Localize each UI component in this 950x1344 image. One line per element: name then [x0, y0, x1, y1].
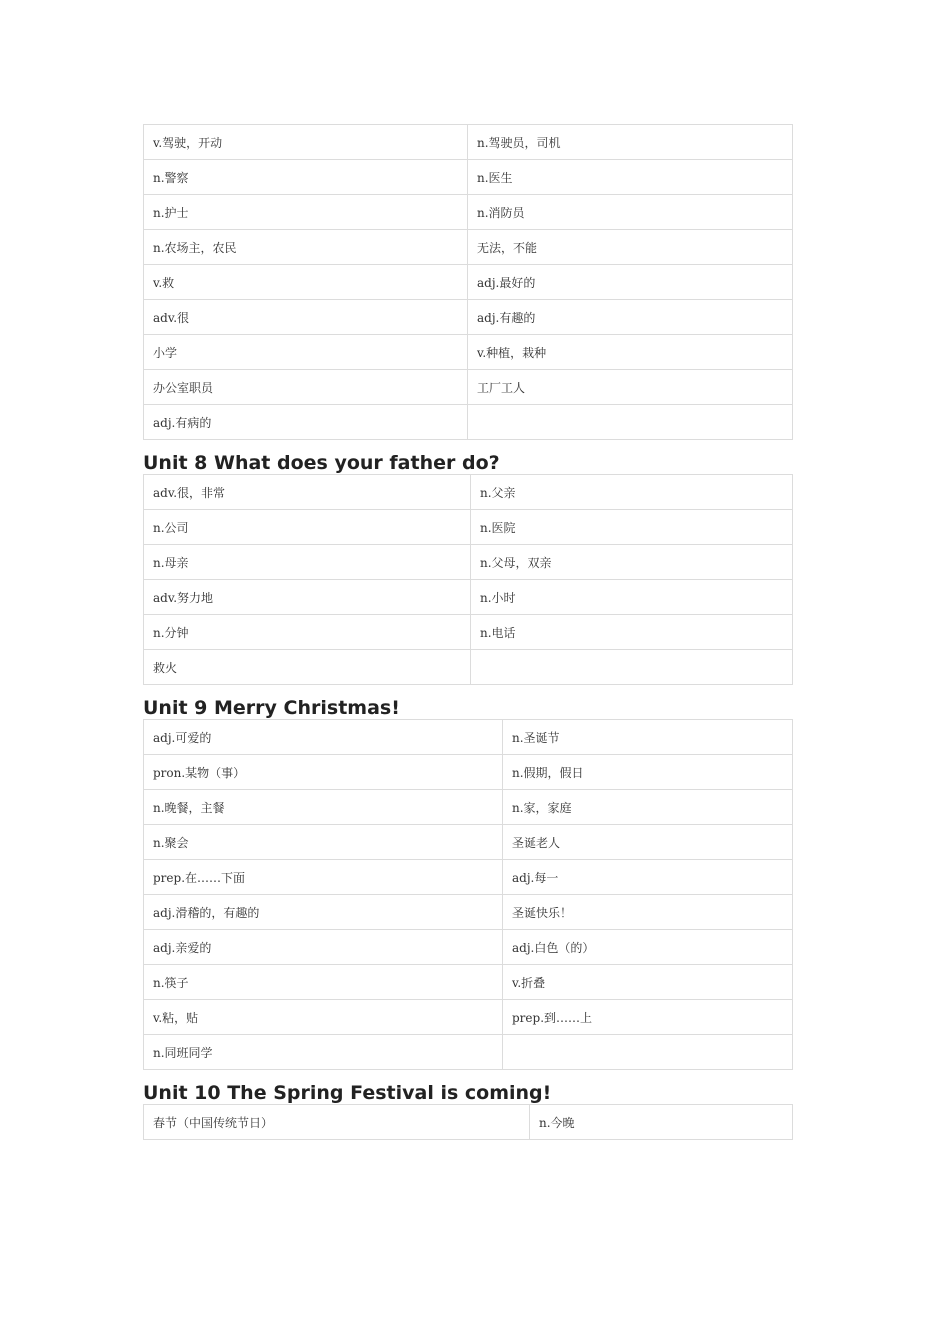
table-row: [144, 615, 793, 650]
vocab-cell: prep.到……上: [503, 1000, 793, 1035]
vocab-cell: n.父母，双亲: [471, 545, 793, 580]
vocab-cell: adv.努力地: [144, 580, 471, 615]
table-row: [144, 160, 793, 195]
section-heading-unit9: Unit 9 Merry Christmas!: [143, 697, 400, 719]
vocab-cell: n.护士: [144, 195, 468, 230]
table-row: [144, 1105, 793, 1140]
table-row: [144, 930, 793, 965]
table-row: [144, 755, 793, 790]
table-row: [144, 265, 793, 300]
vocab-table-unit10: [143, 1104, 793, 1140]
vocab-cell: n.聚会: [144, 825, 503, 860]
vocab-cell: n.驾驶员，司机: [468, 125, 793, 160]
vocab-cell: adj.最好的: [468, 265, 793, 300]
table-row: [144, 335, 793, 370]
vocab-cell: n.今晚: [530, 1105, 793, 1140]
table-row: [144, 300, 793, 335]
table-row: [144, 1035, 793, 1070]
vocab-cell: n.消防员: [468, 195, 793, 230]
vocab-cell: n.电话: [471, 615, 793, 650]
table-row: [144, 860, 793, 895]
table-row: [144, 125, 793, 160]
vocab-cell: 工厂工人: [468, 370, 793, 405]
vocab-cell: adj.有趣的: [468, 300, 793, 335]
table-row: [144, 405, 793, 440]
vocab-cell: adv.很，非常: [144, 475, 471, 510]
vocab-cell: adj.滑稽的，有趣的: [144, 895, 503, 930]
vocab-cell: n.同班同学: [144, 1035, 503, 1070]
table-row: [144, 650, 793, 685]
table-row: [144, 195, 793, 230]
vocab-cell: adj.可爱的: [144, 720, 503, 755]
table-row: [144, 1000, 793, 1035]
vocab-table-unit7: [143, 124, 793, 440]
vocab-cell: 圣诞快乐！: [503, 895, 793, 930]
vocab-cell: v.驾驶，开动: [144, 125, 468, 160]
vocab-table-unit8: [143, 474, 793, 685]
vocab-cell: 春节（中国传统节日）: [144, 1105, 530, 1140]
vocab-cell: adj.白色（的）: [503, 930, 793, 965]
vocab-cell: 无法，不能: [468, 230, 793, 265]
table-row: [144, 790, 793, 825]
table-row: [144, 965, 793, 1000]
vocab-cell: n.家，家庭: [503, 790, 793, 825]
vocab-cell: [471, 650, 793, 685]
vocab-cell: v.种植，栽种: [468, 335, 793, 370]
vocab-cell: 圣诞老人: [503, 825, 793, 860]
vocab-cell: n.农场主，农民: [144, 230, 468, 265]
vocab-cell: v.折叠: [503, 965, 793, 1000]
vocab-cell: 办公室职员: [144, 370, 468, 405]
table-row: [144, 825, 793, 860]
table-row: [144, 230, 793, 265]
vocab-cell: v.救: [144, 265, 468, 300]
table-row: [144, 895, 793, 930]
vocab-cell: n.小时: [471, 580, 793, 615]
section-heading-unit8: Unit 8 What does your father do?: [143, 452, 500, 474]
vocab-cell: n.公司: [144, 510, 471, 545]
vocab-cell: n.圣诞节: [503, 720, 793, 755]
vocab-cell: adj.亲爱的: [144, 930, 503, 965]
vocab-cell: n.假期，假日: [503, 755, 793, 790]
table-row: [144, 475, 793, 510]
vocab-cell: n.筷子: [144, 965, 503, 1000]
vocab-table-unit9: [143, 719, 793, 1070]
vocab-cell: [468, 405, 793, 440]
table-row: [144, 720, 793, 755]
vocab-cell: v.粘，贴: [144, 1000, 503, 1035]
section-heading-unit10: Unit 10 The Spring Festival is coming!: [143, 1082, 552, 1104]
vocab-cell: 小学: [144, 335, 468, 370]
table-row: [144, 545, 793, 580]
vocab-cell: pron.某物（事）: [144, 755, 503, 790]
vocab-cell: n.分钟: [144, 615, 471, 650]
vocab-cell: 救火: [144, 650, 471, 685]
vocab-cell: n.父亲: [471, 475, 793, 510]
vocabulary-document: [143, 124, 792, 1140]
vocab-cell: prep.在……下面: [144, 860, 503, 895]
vocab-cell: n.医生: [468, 160, 793, 195]
vocab-cell: adv.很: [144, 300, 468, 335]
table-row: [144, 510, 793, 545]
vocab-cell: adj.每一: [503, 860, 793, 895]
vocab-cell: n.警察: [144, 160, 468, 195]
vocab-cell: adj.有病的: [144, 405, 468, 440]
vocab-cell: n.母亲: [144, 545, 471, 580]
table-row: [144, 370, 793, 405]
vocab-cell: n.晚餐，主餐: [144, 790, 503, 825]
table-row: [144, 580, 793, 615]
vocab-cell: [503, 1035, 793, 1070]
vocab-cell: n.医院: [471, 510, 793, 545]
